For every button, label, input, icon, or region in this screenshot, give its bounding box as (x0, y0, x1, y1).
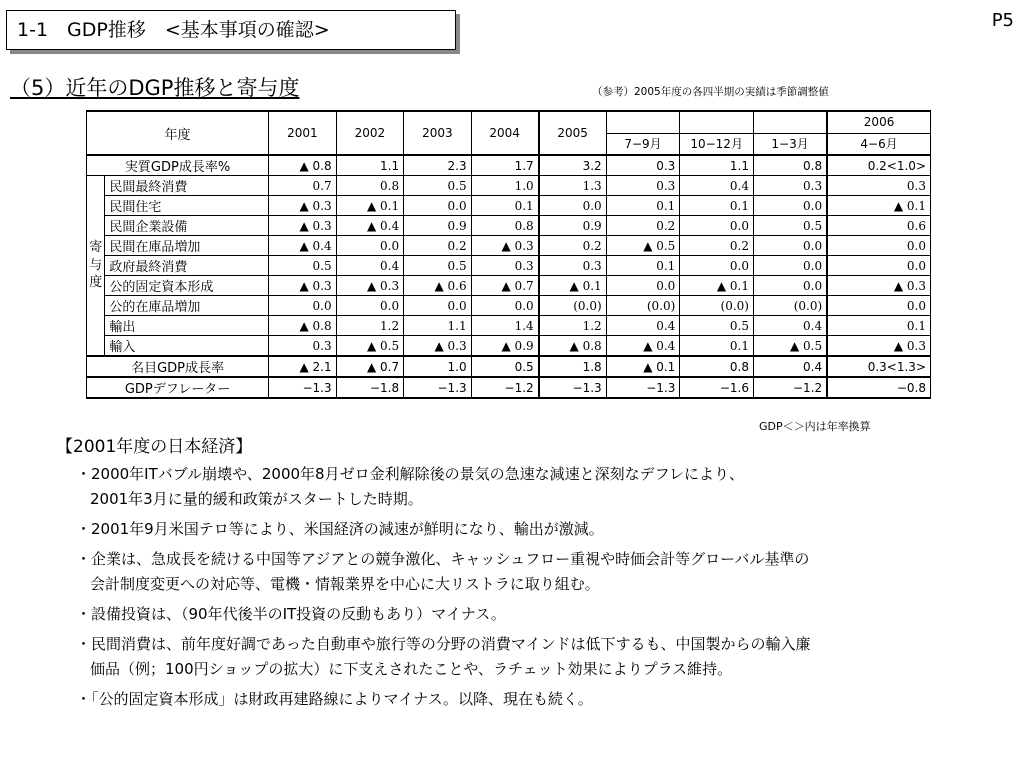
value-cell: 1.1 (336, 155, 404, 176)
commentary-line: 価品（例；100円ショップの拡大）に下支えされたことや、ラチェット効果によりプラス維持。 (90, 660, 733, 678)
nominal-gdp-row-label: 名目GDP成長率 (87, 356, 269, 377)
value-cell: 0.0 (753, 196, 827, 216)
value-cell: 0.7 (269, 176, 337, 196)
deflator-row-label: GDPデフレーター (87, 377, 269, 398)
value-cell: 0.4 (606, 316, 680, 336)
value-cell: 0.5 (269, 256, 337, 276)
value-cell: −1.2 (753, 377, 827, 398)
commentary-line: ・2000年ITバブル崩壊や、2000年8月ゼロ金利解除後の景気の急速な減速と深刻なデフレにより、 (76, 465, 744, 483)
contribution-row-label: 民間企業設備 (105, 216, 269, 236)
quarter-header: 4−6月 (827, 133, 930, 155)
year-header-2004: 2004 (471, 111, 539, 155)
contribution-label (87, 176, 105, 357)
value-cell: 0.1 (827, 316, 930, 336)
value-cell: 3.2 (539, 155, 607, 176)
value-cell: ▲ 0.8 (269, 155, 337, 176)
value-cell: −1.3 (539, 377, 607, 398)
value-cell: 0.0 (404, 296, 472, 316)
value-cell: ▲ 0.3 (827, 336, 930, 357)
value-cell: 0.5 (753, 216, 827, 236)
value-cell: 0.2 (606, 216, 680, 236)
value-cell: 0.9 (539, 216, 607, 236)
deflator-row (87, 377, 931, 398)
contribution-row (87, 216, 931, 236)
value-cell: 0.1 (680, 196, 754, 216)
value-cell: ▲ 0.5 (336, 336, 404, 357)
value-cell: 0.9 (404, 216, 472, 236)
commentary-bullet (76, 462, 1006, 512)
value-cell: 1.1 (680, 155, 754, 176)
contribution-row-label: 輸入 (105, 336, 269, 357)
contribution-row (87, 276, 931, 296)
contribution-row (87, 256, 931, 276)
blank-header-cell (753, 111, 827, 133)
value-cell: 0.3 (269, 336, 337, 357)
value-cell: −1.8 (336, 377, 404, 398)
value-cell: 1.7 (471, 155, 539, 176)
value-cell: ▲ 0.5 (753, 336, 827, 357)
value-cell: 0.0 (336, 296, 404, 316)
value-cell: 0.1 (471, 196, 539, 216)
value-cell: 0.1 (606, 196, 680, 216)
value-cell: ▲ 0.1 (827, 196, 930, 216)
value-cell: ▲ 0.3 (269, 216, 337, 236)
contribution-row (87, 176, 931, 196)
blank-header-cell (606, 111, 680, 133)
value-cell: ▲ 0.3 (336, 276, 404, 296)
contribution-row (87, 196, 931, 216)
contribution-label-char: 度 (89, 275, 103, 291)
value-cell: 0.0 (680, 256, 754, 276)
value-cell: 0.0 (471, 296, 539, 316)
value-cell: ▲ 0.3 (827, 276, 930, 296)
value-cell: ▲ 0.1 (606, 356, 680, 377)
value-cell: 1.2 (336, 316, 404, 336)
value-cell: 1.2 (539, 316, 607, 336)
value-cell: 0.8 (753, 155, 827, 176)
value-cell: 0.5 (404, 176, 472, 196)
value-cell: ▲ 0.8 (539, 336, 607, 357)
value-cell: 1.0 (404, 356, 472, 377)
value-cell: 1.4 (471, 316, 539, 336)
real-gdp-row-label: 実質GDP成長率% (87, 155, 269, 176)
value-cell: ▲ 0.1 (336, 196, 404, 216)
value-cell: 0.0 (404, 196, 472, 216)
commentary-bullet (76, 632, 1006, 682)
year-header-2001: 2001 (269, 111, 337, 155)
commentary-line: ・企業は、急成長を続ける中国等アジアとの競争激化、キャッシュフロー重視や時価会計等グローバル基準の (76, 550, 810, 568)
value-cell: 0.5 (404, 256, 472, 276)
reference-note: （参考）2005年度の各四半期の実績は季節調整値 (592, 86, 829, 98)
value-cell: 0.4 (680, 176, 754, 196)
value-cell: 0.8 (471, 216, 539, 236)
contribution-row (87, 316, 931, 336)
value-cell: −1.6 (680, 377, 754, 398)
contribution-row-label: 民間住宅 (105, 196, 269, 216)
contribution-row (87, 296, 931, 316)
value-cell: 1.3 (539, 176, 607, 196)
value-cell: 0.8 (680, 356, 754, 377)
value-cell: (0.0) (606, 296, 680, 316)
value-cell: 0.2 (539, 236, 607, 256)
value-cell: 0.3 (606, 176, 680, 196)
gdp-table (86, 110, 931, 399)
value-cell: 0.0 (606, 276, 680, 296)
commentary-line: ・「公的固定資本形成」は財政再建路線によりマイナス。以降、現在も続く。 (76, 690, 593, 708)
value-cell: ▲ 0.1 (539, 276, 607, 296)
value-cell: 0.1 (680, 336, 754, 357)
header-row-years (87, 111, 931, 133)
value-cell: 1.8 (539, 356, 607, 377)
value-cell: 0.3 (753, 176, 827, 196)
contribution-row (87, 236, 931, 256)
value-cell: ▲ 0.4 (269, 236, 337, 256)
value-cell: 0.3 (539, 256, 607, 276)
value-cell: (0.0) (753, 296, 827, 316)
nominal-gdp-row (87, 356, 931, 377)
contribution-label-char: 寄 (89, 240, 103, 256)
page-number: P5 (991, 10, 1014, 31)
value-cell: ▲ 0.3 (471, 236, 539, 256)
commentary-heading: 【2001年度の日本経済】 (56, 437, 253, 457)
value-cell: 0.0 (336, 236, 404, 256)
value-cell: 0.2 (404, 236, 472, 256)
value-cell: 0.0 (753, 276, 827, 296)
contribution-row-label: 民間在庫品増加 (105, 236, 269, 256)
value-cell: 0.0 (753, 256, 827, 276)
commentary-bullet (76, 602, 1006, 627)
year-header: 年度 (87, 111, 269, 155)
value-cell: ▲ 0.4 (336, 216, 404, 236)
value-cell: ▲ 0.8 (269, 316, 337, 336)
value-cell: 1.1 (404, 316, 472, 336)
quarter-header: 7−9月 (606, 133, 680, 155)
contribution-row-label: 政府最終消費 (105, 256, 269, 276)
value-cell: ▲ 0.7 (336, 356, 404, 377)
slide-title: 1-1 GDP推移 <基本事項の確認> (6, 10, 456, 50)
value-cell: 0.0 (753, 236, 827, 256)
value-cell: 2.3 (404, 155, 472, 176)
value-cell: −1.3 (404, 377, 472, 398)
quarter-header: 10−12月 (680, 133, 754, 155)
year-header-2006: 2006 (827, 111, 930, 133)
contribution-row-label: 輸出 (105, 316, 269, 336)
value-cell: ▲ 0.9 (471, 336, 539, 357)
commentary-list (76, 462, 1006, 717)
value-cell: ▲ 0.3 (269, 196, 337, 216)
value-cell: 0.0 (680, 216, 754, 236)
commentary-bullet (76, 687, 1006, 712)
quarter-header: 1−3月 (753, 133, 827, 155)
value-cell: 0.2 (680, 236, 754, 256)
commentary-line: 会計制度変更への対応等、電機・情報業界を中心に大リストラに取り組む。 (90, 575, 600, 593)
value-cell: −0.8 (827, 377, 930, 398)
value-cell: 0.3 (471, 256, 539, 276)
value-cell: 0.4 (753, 356, 827, 377)
section-heading: （5）近年のDGP推移と寄与度 (10, 76, 300, 100)
commentary-line: 2001年3月に量的緩和政策がスタートした時期。 (90, 490, 423, 508)
value-cell: ▲ 0.4 (606, 336, 680, 357)
value-cell: ▲ 0.1 (680, 276, 754, 296)
value-cell: 0.0 (827, 296, 930, 316)
commentary-line: ・民間消費は、前年度好調であった自動車や旅行等の分野の消費マインドは低下するも、中国製からの輸入廉 (76, 635, 811, 653)
value-cell: ▲ 0.3 (404, 336, 472, 357)
year-header-2003: 2003 (404, 111, 472, 155)
value-cell: ▲ 0.3 (269, 276, 337, 296)
value-cell: (0.0) (539, 296, 607, 316)
contribution-row-label: 公的在庫品増加 (105, 296, 269, 316)
contribution-label-char: 与 (89, 257, 103, 273)
value-cell: ▲ 0.5 (606, 236, 680, 256)
contribution-row-label: 民間最終消費 (105, 176, 269, 196)
value-cell: ▲ 0.6 (404, 276, 472, 296)
value-cell: 1.0 (471, 176, 539, 196)
value-cell: ▲ 2.1 (269, 356, 337, 377)
value-cell: 0.5 (680, 316, 754, 336)
year-header-2005: 2005 (539, 111, 607, 155)
commentary-bullet (76, 517, 1006, 542)
value-cell: 0.0 (269, 296, 337, 316)
commentary-bullet (76, 547, 1006, 597)
value-cell: 0.6 (827, 216, 930, 236)
value-cell: (0.0) (680, 296, 754, 316)
value-cell: 0.4 (336, 256, 404, 276)
value-cell: 0.3 (827, 176, 930, 196)
annualized-footnote: GDP＜＞内は年率換算 (759, 420, 871, 433)
commentary-line: ・設備投資は、（90年代後半のIT投資の反動もあり）マイナス。 (76, 605, 506, 623)
value-cell: 0.1 (606, 256, 680, 276)
value-cell: −1.3 (606, 377, 680, 398)
blank-header-cell (680, 111, 754, 133)
commentary-line: ・2001年9月米国テロ等により、米国経済の減速が鮮明になり、輸出が激減。 (76, 520, 604, 538)
value-cell: ▲ 0.7 (471, 276, 539, 296)
real-gdp-row (87, 155, 931, 176)
value-cell: 0.2<1.0> (827, 155, 930, 176)
value-cell: 0.4 (753, 316, 827, 336)
contribution-row-label: 公的固定資本形成 (105, 276, 269, 296)
value-cell: 0.0 (539, 196, 607, 216)
contribution-row (87, 336, 931, 357)
value-cell: −1.3 (269, 377, 337, 398)
value-cell: 0.5 (471, 356, 539, 377)
value-cell: 0.3<1.3> (827, 356, 930, 377)
year-header-2002: 2002 (336, 111, 404, 155)
value-cell: 0.0 (827, 236, 930, 256)
value-cell: 0.0 (827, 256, 930, 276)
value-cell: 0.3 (606, 155, 680, 176)
value-cell: −1.2 (471, 377, 539, 398)
value-cell: 0.8 (336, 176, 404, 196)
